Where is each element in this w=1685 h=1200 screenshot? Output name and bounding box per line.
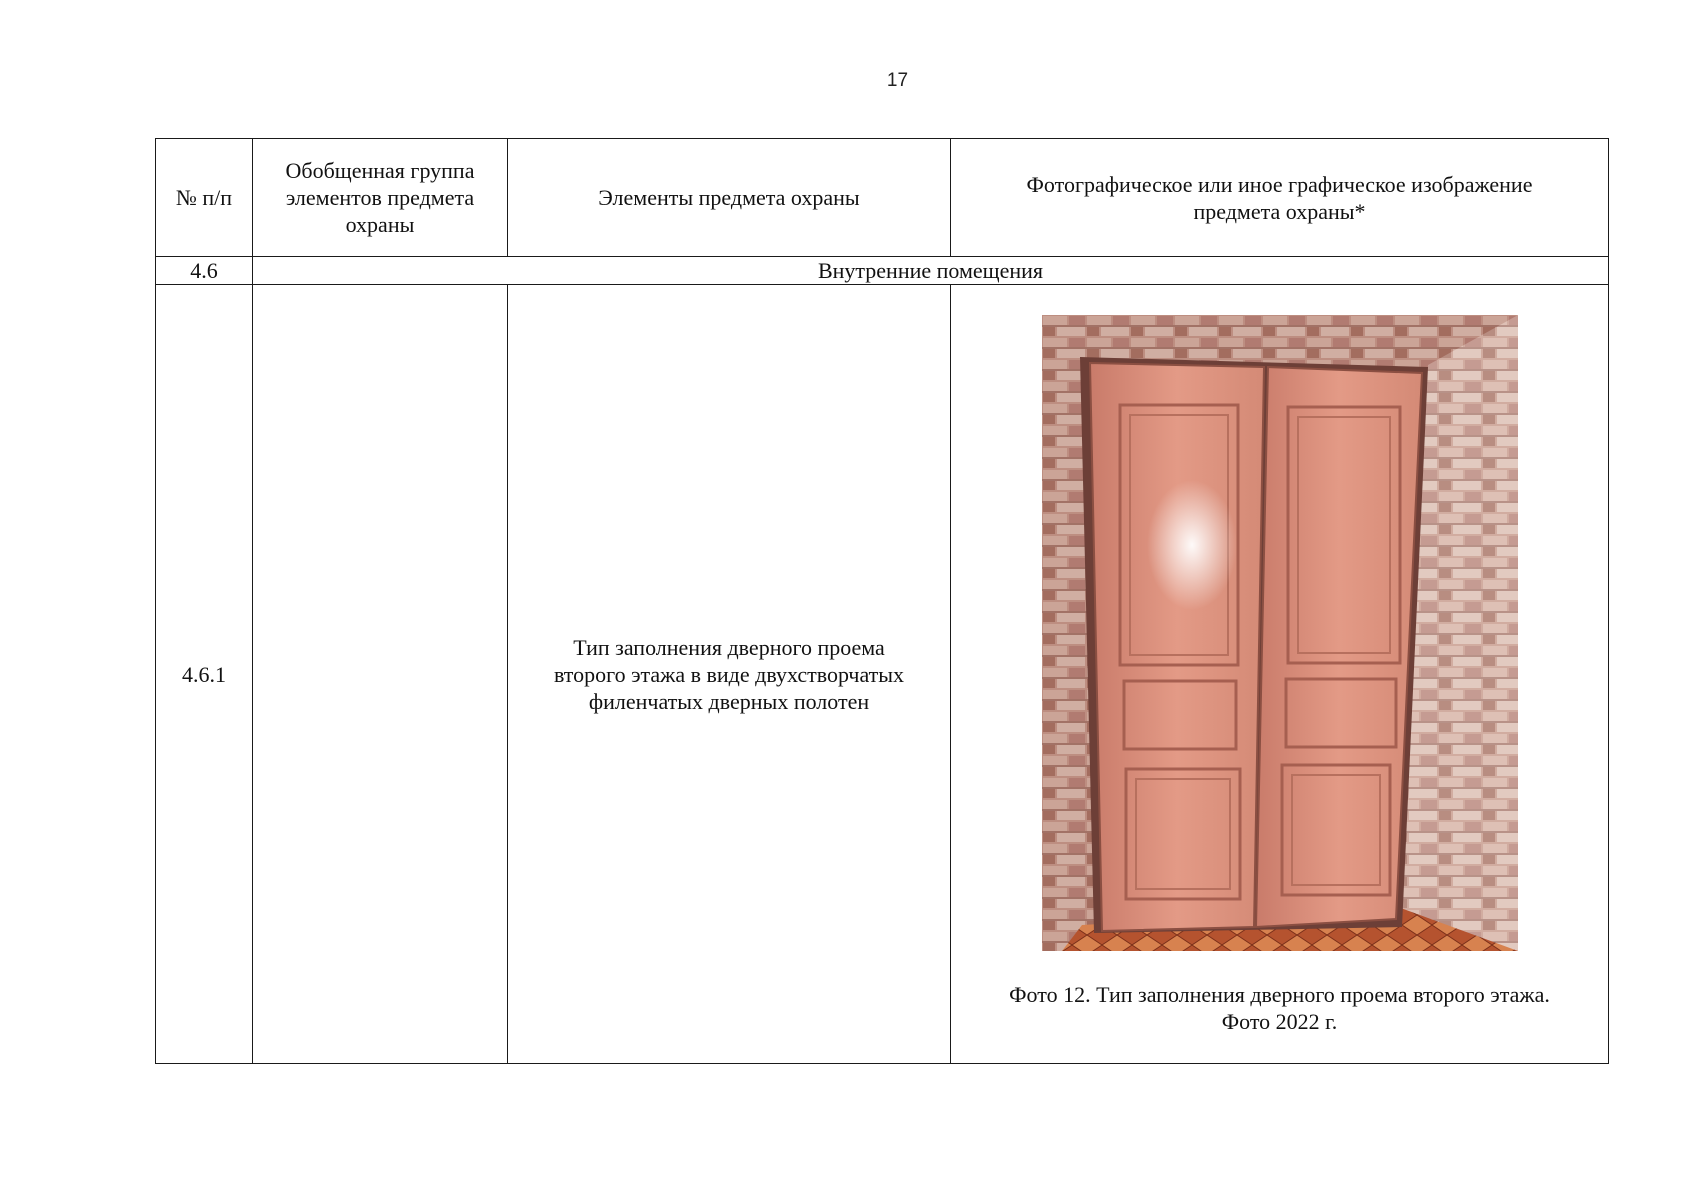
section-row: [156, 257, 1609, 285]
row-photo-cell: [951, 285, 1609, 1064]
row-element: Тип заполнения дверного проема второго этажа в виде двухстворчатых филенчатых дверных полотен: [508, 285, 951, 1064]
row-number: 4.6.1: [156, 285, 253, 1064]
section-title: Внутренние помещения: [253, 257, 1609, 285]
door-photo-illustration: [1042, 315, 1518, 951]
row-group: [253, 285, 508, 1064]
photo-caption-line-2: Фото 2022 г.: [1221, 1009, 1338, 1034]
header-photo: Фотографическое или иное графическое изображение предмета охраны*: [951, 139, 1609, 257]
door-photo: [1042, 315, 1518, 951]
header-elements: Элементы предмета охраны: [508, 139, 951, 257]
section-number: 4.6: [156, 257, 253, 285]
photo-caption-line-1: Фото 12. Тип заполнения дверного проема второго этажа.: [1009, 982, 1550, 1007]
page-number: 17: [886, 70, 909, 91]
table-header-row: [156, 139, 1609, 257]
header-group: Обобщенная группа элементов предмета охраны: [253, 139, 508, 257]
heritage-table: [155, 138, 1609, 1064]
table-row: [156, 285, 1609, 1064]
header-number: № п/п: [156, 139, 253, 257]
photo-caption: [951, 981, 1608, 1035]
